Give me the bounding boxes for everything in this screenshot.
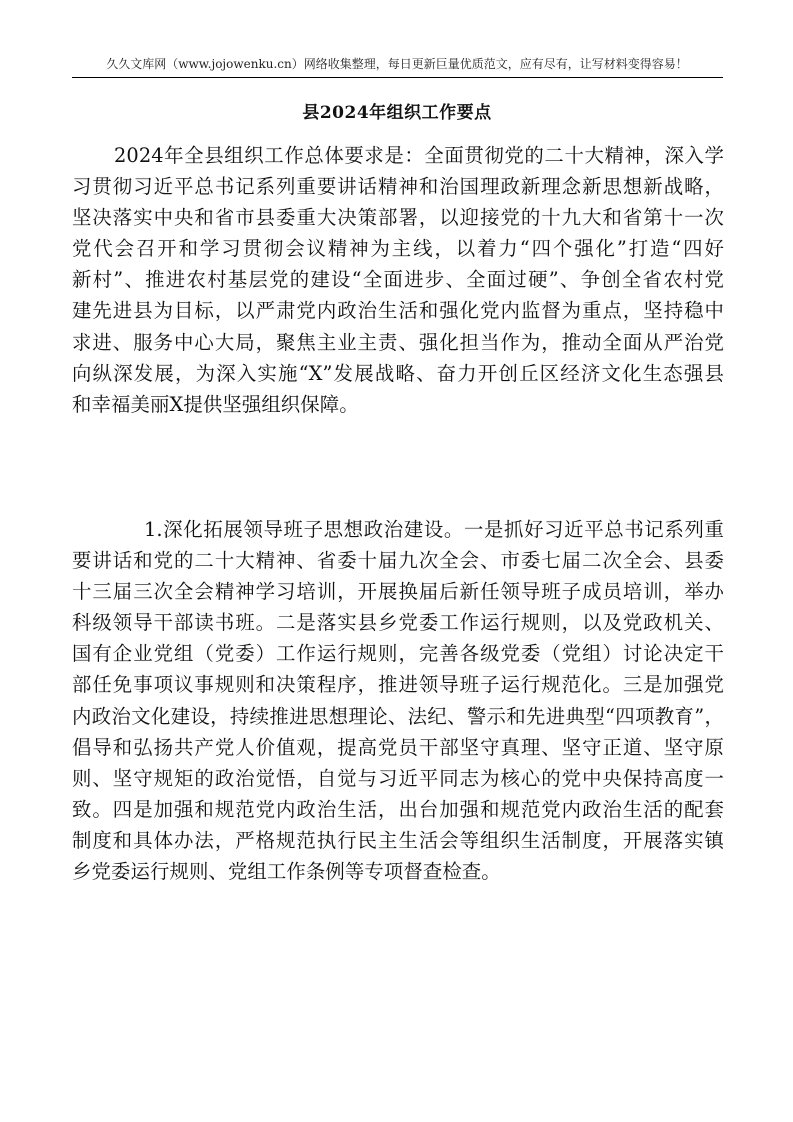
paragraph-line: 十三届三次全会精神学习培训，开展换届后新任领导班子成员培训，举办 <box>72 580 724 604</box>
paragraph-line: 求进、服务中心大局，聚焦主业主责、强化担当作为，推动全面从严治党 <box>72 330 724 354</box>
paragraph-line: 科级领导干部读书班。二是落实县乡党委工作运行规则，以及党政机关、 <box>72 611 724 635</box>
paragraph-line: 国有企业党组（党委）工作运行规则，完善各级党委（党组）讨论决定干 <box>72 642 724 666</box>
paragraph-general-requirements <box>72 140 724 420</box>
paragraph-line: 致。四是加强和规范党内政治生活，出台加强和规范党内政治生活的配套 <box>72 797 724 821</box>
paragraph-line: 坚决落实中央和省市县委重大决策部署，以迎接党的十九大和省第十一次 <box>72 206 724 230</box>
paragraph-line: 向纵深发展，为深入实施“X”发展战略、奋力开创丘区经济文化生态强县 <box>72 361 724 385</box>
paragraph-line: 内政治文化建设，持续推进思想理论、法纪、警示和先进典型“四项教育”， <box>72 704 724 728</box>
paragraph-line: 制度和具体办法，严格规范执行民主生活会等组织生活制度，开展落实镇 <box>72 828 724 852</box>
paragraph-line: 建先进县为目标，以严肃党内政治生活和强化党内监督为重点，坚持稳中 <box>72 299 724 323</box>
paragraph-line: 习贯彻习近平总书记系列重要讲话精神和治国理政新理念新思想新战略， <box>72 175 724 199</box>
paragraph-line: 乡党委运行规则、党组工作条例等专项督查检查。 <box>72 860 501 884</box>
paragraph-line: 则、坚守规矩的政治觉悟，自觉与习近平同志为核心的党中央保持高度一 <box>72 766 724 790</box>
paragraph-line: 2024年全县组织工作总体要求是：全面贯彻党的二十大精神，深入学 <box>114 144 724 167</box>
paragraph-line: 要讲话和党的二十大精神、省委十届九次全会、市委七届二次全会、县委 <box>72 549 724 573</box>
page-header: 久久文库网（www.jojowenku.cn）网络收集整理，每日更新巨量优质范文，应有尽有，让写材料变得容易！ <box>106 57 688 71</box>
header-divider <box>72 77 723 78</box>
paragraph-line: 部任免事项议事规则和决策程序，推进领导班子运行规范化。三是加强党 <box>72 673 724 697</box>
paragraph-section-1 <box>72 514 724 887</box>
paragraph-line: 1.深化拓展领导班子思想政治建设。一是抓好习近平总书记系列重 <box>144 518 724 541</box>
paragraph-line: 和幸福美丽X提供坚强组织保障。 <box>72 392 359 416</box>
document-title: 县2024年组织工作要点 <box>302 103 492 123</box>
paragraph-line: 党代会召开和学习贯彻会议精神为主线，以着力“四个强化”打造“四好 <box>72 237 724 261</box>
paragraph-line: 新村”、推进农村基层党的建设“全面进步、全面过硬”、争创全省农村党 <box>72 268 724 292</box>
paragraph-line: 倡导和弘扬共产党人价值观，提高党员干部坚守真理、坚守正道、坚守原 <box>72 735 724 759</box>
